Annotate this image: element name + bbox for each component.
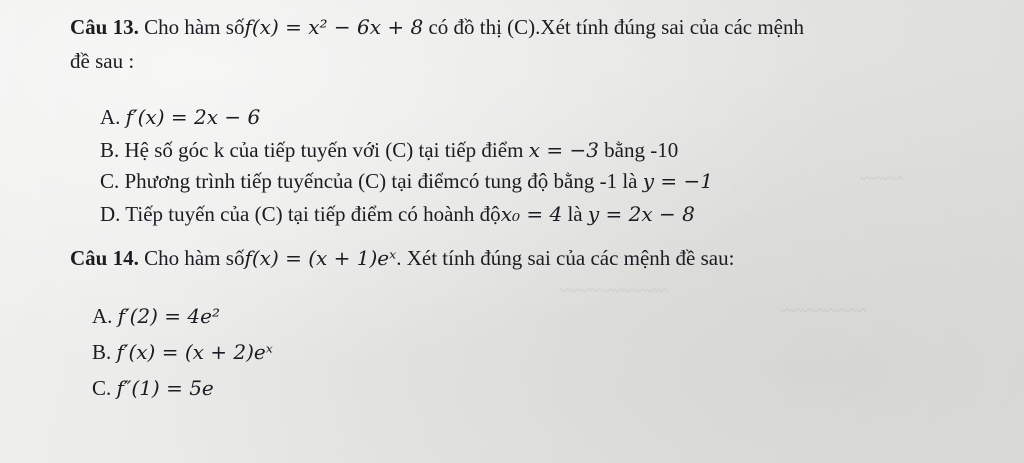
option-c-math: y = −1 [642, 169, 713, 193]
question-13-intro-rest: có đồ thị (C).Xét tính đúng sai của các mệnh [423, 15, 804, 39]
option-a-math: f′(2) = 4e² [117, 304, 220, 328]
question-13-stem [70, 14, 804, 40]
option-b-math: x = −3 [528, 138, 599, 162]
option-b-math: f′(x) = (x + 2)eˣ [116, 340, 273, 364]
question-14-intro-rest: . Xét tính đúng sai của các mệnh đề sau: [396, 246, 735, 270]
option-a-prefix: A. [92, 304, 118, 328]
bleed-through-text: ~~~~~~~~~~ [560, 280, 669, 302]
question-13-label: Câu 13. [70, 15, 139, 39]
option-d-math-x0: x₀ = 4 [500, 202, 563, 226]
question-13-option-b [100, 137, 678, 163]
question-14-stem [70, 245, 734, 271]
option-d-text: D. Tiếp tuyến của (C) tại tiếp điểm có hoành độ [100, 202, 501, 226]
question-14-intro: Cho hàm số [138, 246, 245, 270]
option-d-math-line: y = 2x − 8 [587, 202, 695, 226]
question-13-intro: Cho hàm số [138, 15, 245, 39]
bleed-through-text: ~~~~ [860, 168, 904, 190]
question-13-stem-continued: đề sau : [70, 49, 135, 73]
question-14-label: Câu 14. [70, 246, 139, 270]
option-b-prefix: B. [92, 340, 117, 364]
question-14-option-b [92, 339, 273, 365]
option-a-math: f′(x) = 2x − 6 [125, 105, 261, 129]
question-13-option-c [100, 168, 713, 194]
bleed-through-text: ~~~~~~~~ [780, 300, 867, 322]
question-13-option-d [100, 201, 695, 227]
question-14-function: f(x) = (x + 1)eˣ [244, 246, 397, 270]
question-13-function: f(x) = x² − 6x + 8 [244, 15, 424, 39]
question-14-option-a [92, 303, 220, 329]
option-c-math: f″(1) = 5e [116, 376, 214, 400]
option-c-prefix: C. [92, 376, 117, 400]
option-b-text: B. Hệ số góc k của tiếp tuyến với (C) tại tiếp điểm [100, 138, 529, 162]
option-a-prefix: A. [100, 105, 126, 129]
option-b-tail: bằng -10 [598, 138, 679, 162]
question-14-option-c [92, 375, 214, 401]
option-d-mid: là [562, 202, 588, 226]
option-c-text: C. Phương trình tiếp tuyếncủa (C) tại điểmcó tung độ bằng -1 là [100, 169, 643, 193]
question-13-option-a [100, 104, 260, 130]
